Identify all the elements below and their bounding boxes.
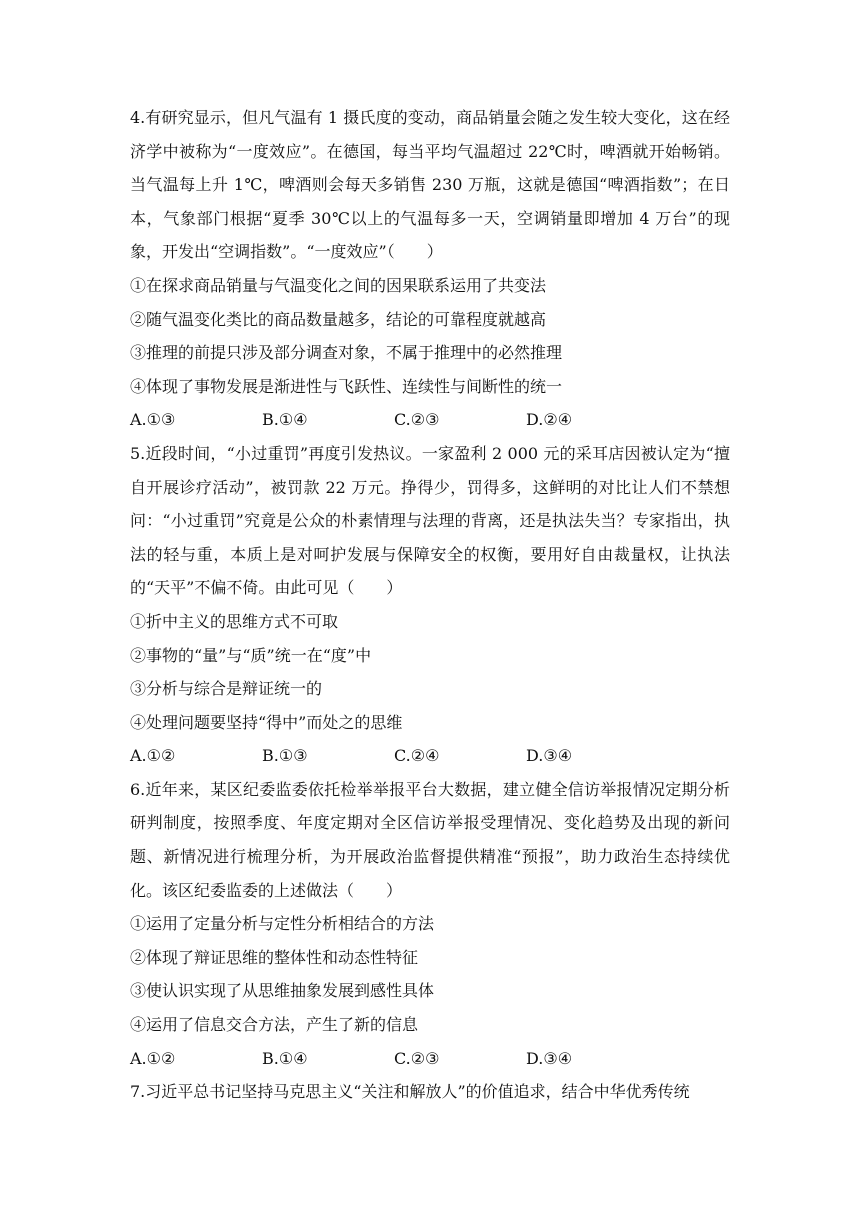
option-d: D.③④ bbox=[526, 1048, 573, 1068]
statement: ②体现了辩证思维的整体性和动态性特征 bbox=[130, 947, 419, 967]
statement: ①运用了定量分析与定性分析相结合的方法 bbox=[130, 914, 435, 934]
question-5 bbox=[130, 437, 730, 773]
option-b: B.①④ bbox=[262, 1048, 308, 1068]
question-4 bbox=[130, 101, 730, 437]
statement: ①在探求商品销量与气温变化之间的因果联系运用了共变法 bbox=[130, 275, 547, 295]
option-d: D.③④ bbox=[526, 746, 573, 766]
option-b: B.①④ bbox=[262, 410, 308, 430]
question-stem: 4.有研究显示，但凡气温有 1 摄氏度的变动，商品销量会随之发生较大变化，这在经济学中被称为“一度效应”。在德国，每当平均气温超过 22℃时，啤酒就开始畅销。当气温每上升 1℃，啤酒则会每天多销售 230 万瓶，这就是德国“啤酒指数”；在日本，气象部门根据“夏季 30℃以上的气温每多一天，空调销量即增加 4 万台”的现象，开发出“空调指数”。“一度效应”（ ） bbox=[130, 108, 730, 262]
option-b: B.①③ bbox=[262, 746, 308, 766]
statement: ④体现了事物发展是渐进性与飞跃性、连续性与间断性的统一 bbox=[130, 376, 563, 396]
option-c: C.②③ bbox=[394, 410, 440, 430]
question-7-first-line: 7.习近平总书记坚持马克思主义“关注和解放人”的价值追求，结合中华优秀传统 bbox=[130, 1082, 690, 1102]
option-d: D.②④ bbox=[526, 410, 573, 430]
statement: ②事物的“量”与“质”统一在“度”中 bbox=[130, 645, 372, 665]
answer-options bbox=[130, 403, 730, 437]
answer-options bbox=[130, 739, 730, 773]
option-c: C.②③ bbox=[394, 1048, 440, 1068]
statement: ③使认识实现了从思维抽象发展到感性具体 bbox=[130, 981, 435, 1001]
statement: ④处理问题要坚持“得中”而处之的思维 bbox=[130, 712, 403, 732]
statement: ③推理的前提只涉及部分调查对象，不属于推理中的必然推理 bbox=[130, 343, 563, 363]
statement: ④运用了信息交合方法，产生了新的信息 bbox=[130, 1015, 419, 1035]
statement: ①折中主义的思维方式不可取 bbox=[130, 611, 339, 631]
question-stem: 5.近段时间，“小过重罚”再度引发热议。一家盈利 2 000 元的采耳店因被认定为“擅自开展诊疗活动”，被罚款 22 万元。挣得少，罚得多，这鲜明的对比让人们不禁想问：“小过重罚”究竟是公众的朴素情理与法理的背离，还是执法失当？专家指出，执法的轻与重，本质上是对呵护发展与保障安全的权衡，要用好自由裁量权，让执法的“天平”不偏不倚。由此可见（ ） bbox=[130, 443, 730, 598]
answer-options bbox=[130, 1042, 730, 1076]
statement: ③分析与综合是辩证统一的 bbox=[130, 679, 323, 699]
question-content bbox=[130, 101, 730, 1109]
option-a: A.①③ bbox=[130, 410, 176, 430]
option-c: C.②④ bbox=[394, 746, 440, 766]
question-stem: 6.近年来，某区纪委监委依托检举举报平台大数据，建立健全信访举报情况定期分析研判制度，按照季度、年度定期对全区信访举报受理情况、变化趋势及出现的新问题、新情况进行梳理分析，为开展政治监督提供精准“预报”，助力政治生态持续优化。该区纪委监委的上述做法（ ） bbox=[130, 779, 730, 900]
question-6 bbox=[130, 773, 730, 1075]
option-a: A.①② bbox=[130, 1048, 176, 1068]
option-a: A.①② bbox=[130, 746, 176, 766]
statement: ②随气温变化类比的商品数量越多，结论的可靠程度就越高 bbox=[130, 309, 547, 329]
